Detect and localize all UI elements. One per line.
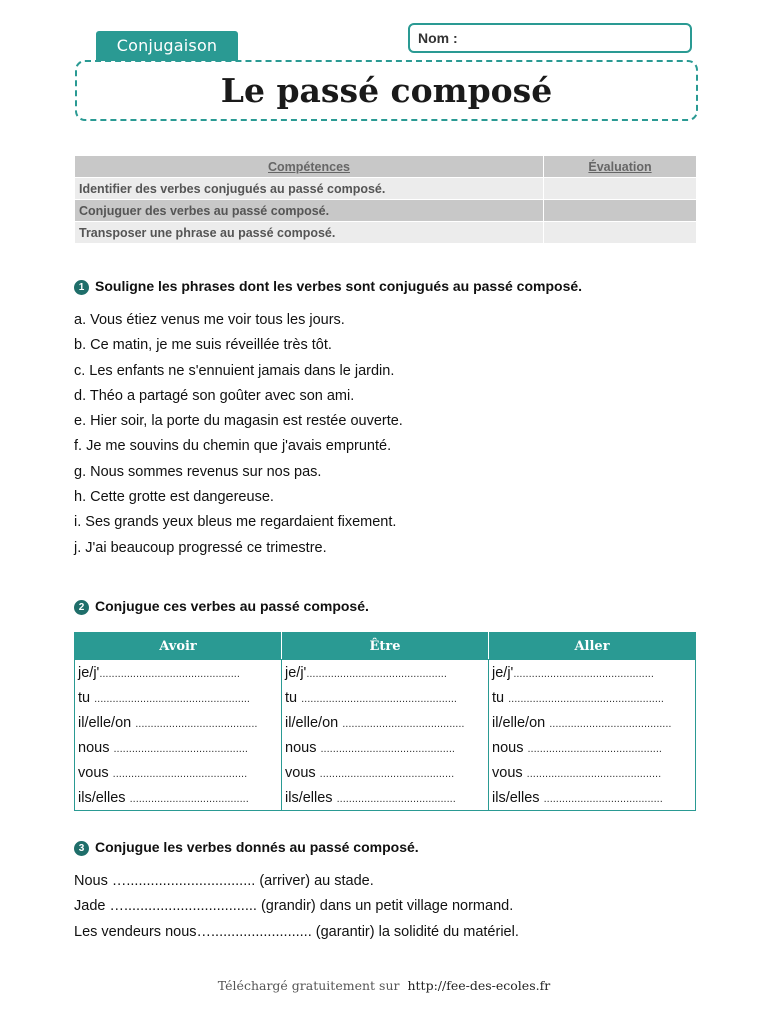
pronoun: tu: [78, 689, 91, 706]
competences-table: [74, 155, 697, 244]
pronoun: je/j': [78, 664, 100, 681]
conjugation-cell[interactable]: [489, 660, 696, 686]
fill-in-line[interactable]: Les vendeurs nous…......................... (garantir) la solidité du matériel.: [74, 923, 519, 940]
pronoun: il/elle/on: [78, 714, 132, 731]
evaluation-cell: [544, 178, 697, 200]
pronoun: nous: [492, 739, 524, 756]
pronoun: tu: [285, 689, 298, 706]
evaluation-cell: [544, 200, 697, 222]
footer-link[interactable]: http://fee-des-ecoles.fr: [407, 978, 551, 993]
competence-row: Conjuguer des verbes au passé composé.: [75, 200, 544, 222]
fill-in-line[interactable]: Jade …................................. (grandir) dans un petit village normand.: [74, 898, 514, 915]
pronoun: nous: [78, 739, 110, 756]
name-field[interactable]: [408, 23, 692, 53]
exercise-number-badge: 2: [74, 600, 89, 615]
exercise2-text: Conjugue ces verbes au passé composé.: [95, 598, 369, 614]
competence-row: Transposer une phrase au passé composé.: [75, 222, 544, 244]
pronoun: vous: [285, 764, 316, 781]
footer: [0, 978, 768, 993]
column-header-avoir: Avoir: [75, 633, 282, 660]
pronoun: je/j': [492, 664, 514, 681]
blank-dots: ........................................: [135, 717, 258, 730]
blank-dots: .......................................: [129, 792, 249, 805]
pronoun: tu: [492, 689, 505, 706]
blank-dots: ............................................: [526, 767, 662, 780]
pronoun: vous: [492, 764, 523, 781]
blank-dots: ............................................: [320, 742, 455, 755]
blank-dots: .......................................: [543, 792, 663, 805]
pronoun: il/elle/on: [492, 714, 546, 731]
sentence-item: i. Ses grands yeux bleus me regardaient fixement.: [74, 514, 397, 531]
blank-dots: ...................................................: [508, 692, 664, 705]
column-header-aller: Aller: [489, 633, 696, 660]
exercise2-instruction: [74, 598, 369, 615]
name-label: Nom :: [418, 30, 458, 46]
pronoun: ils/elles: [492, 789, 540, 806]
blank-dots: .......................................: [336, 792, 456, 805]
pronoun: ils/elles: [78, 789, 126, 806]
pronoun: il/elle/on: [285, 714, 339, 731]
title-banner: [75, 60, 698, 121]
blank-dots: ............................................: [113, 742, 248, 755]
conjugation-cell[interactable]: [489, 760, 696, 785]
blank-dots: ..............................................: [99, 667, 240, 680]
blank-dots: ...................................................: [301, 692, 457, 705]
exercise3-lines: [74, 869, 519, 945]
conjugation-cell[interactable]: [489, 735, 696, 760]
exercise1-instruction: [74, 278, 582, 295]
sentence-item: f. Je me souvins du chemin que j'avais emprunté.: [74, 438, 392, 455]
sentence-item: c. Les enfants ne s'ennuient jamais dans le jardin.: [74, 362, 395, 379]
sentence-item: j. J'ai beaucoup progressé ce trimestre.: [74, 539, 327, 556]
blank-dots: ............................................: [112, 767, 248, 780]
sentence-item: e. Hier soir, la porte du magasin est restée ouverte.: [74, 413, 403, 430]
competences-header: Compétences: [75, 156, 544, 178]
conjugation-cell[interactable]: [282, 660, 489, 686]
conjugation-table: [74, 632, 696, 811]
pronoun: ils/elles: [285, 789, 333, 806]
blank-dots: ...................................................: [94, 692, 250, 705]
conjugation-cell[interactable]: [489, 785, 696, 811]
blank-dots: ..............................................: [513, 667, 654, 680]
column-header-etre: Être: [282, 633, 489, 660]
pronoun: nous: [285, 739, 317, 756]
blank-dots: ........................................: [549, 717, 672, 730]
sentence-item: h. Cette grotte est dangereuse.: [74, 489, 274, 506]
footer-text: Téléchargé gratuitement sur: [217, 978, 400, 993]
conjugation-cell[interactable]: [282, 685, 489, 710]
sentence-item: d. Théo a partagé son goûter avec son ami.: [74, 387, 355, 404]
conjugation-cell[interactable]: [75, 760, 282, 785]
exercise1-sentences: [74, 308, 403, 561]
conjugation-cell[interactable]: [282, 760, 489, 785]
blank-dots: ..............................................: [306, 667, 447, 680]
exercise3-text: Conjugue les verbes donnés au passé composé.: [95, 839, 419, 855]
conjugation-cell[interactable]: [75, 685, 282, 710]
pronoun: vous: [78, 764, 109, 781]
exercise1-text: Souligne les phrases dont les verbes sont conjugués au passé composé.: [95, 278, 583, 294]
pronoun: je/j': [285, 664, 307, 681]
conjugation-cell[interactable]: [489, 710, 696, 735]
conjugation-cell[interactable]: [489, 685, 696, 710]
blank-dots: ............................................: [319, 767, 455, 780]
sentence-item: g. Nous sommes revenus sur nos pas.: [74, 463, 322, 480]
competence-row: Identifier des verbes conjugués au passé composé.: [75, 178, 544, 200]
blank-dots: ........................................: [342, 717, 465, 730]
category-tag: Conjugaison: [96, 31, 238, 61]
conjugation-cell[interactable]: [282, 785, 489, 811]
conjugation-cell[interactable]: [75, 710, 282, 735]
page-title: Le passé composé: [220, 71, 553, 110]
sentence-item: b. Ce matin, je me suis réveillée très tôt.: [74, 337, 332, 354]
evaluation-header: Évaluation: [544, 156, 697, 178]
exercise-number-badge: 1: [74, 280, 89, 295]
conjugation-cell[interactable]: [282, 735, 489, 760]
conjugation-cell[interactable]: [282, 710, 489, 735]
blank-dots: ............................................: [527, 742, 662, 755]
conjugation-cell[interactable]: [75, 735, 282, 760]
conjugation-cell[interactable]: [75, 660, 282, 686]
exercise-number-badge: 3: [74, 841, 89, 856]
conjugation-cell[interactable]: [75, 785, 282, 811]
evaluation-cell: [544, 222, 697, 244]
fill-in-line[interactable]: Nous …................................ (arriver) au stade.: [74, 873, 374, 889]
sentence-item: a. Vous étiez venus me voir tous les jours.: [74, 312, 345, 328]
exercise3-instruction: [74, 839, 419, 856]
